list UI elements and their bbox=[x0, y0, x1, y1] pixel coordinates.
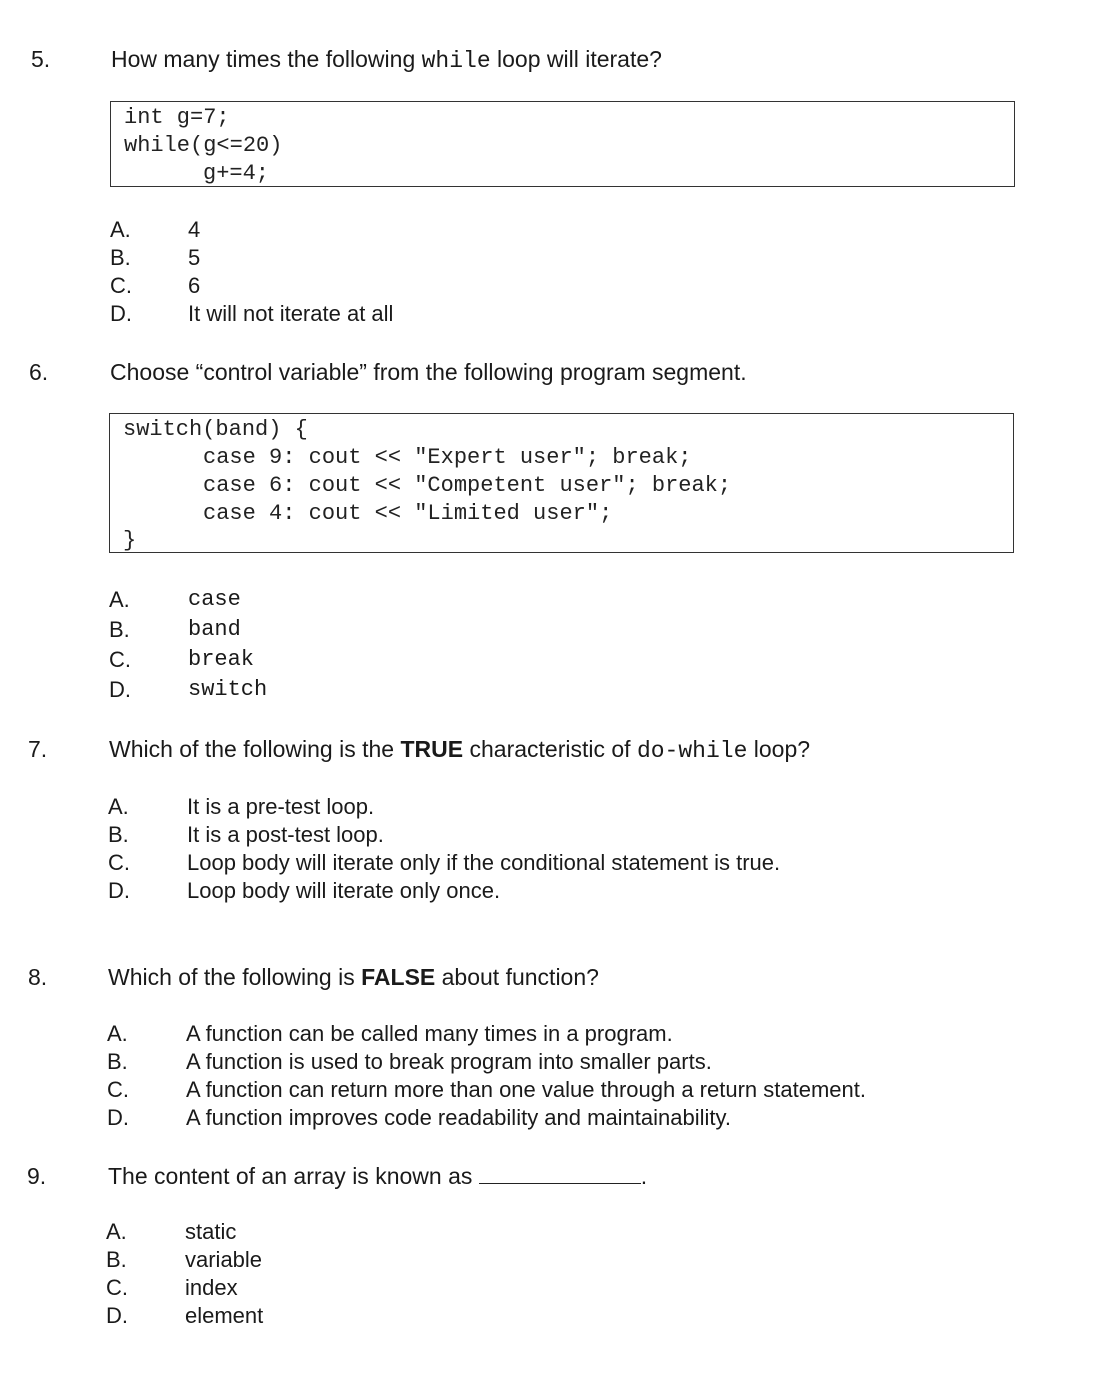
question-text-part: loop will iterate? bbox=[490, 46, 662, 72]
option-text: A function improves code readability and maintainability. bbox=[186, 1105, 732, 1130]
option-letter: C. bbox=[108, 850, 130, 875]
option-text: It will not iterate at all bbox=[188, 301, 394, 326]
question-text-part: The content of an array is known as bbox=[108, 1163, 479, 1189]
option-text: 4 bbox=[188, 217, 201, 242]
option-text: variable bbox=[185, 1247, 263, 1272]
option-text: break bbox=[188, 647, 255, 672]
question-number: 7. bbox=[28, 736, 48, 762]
inline-code: while bbox=[421, 48, 491, 74]
option-letter: B. bbox=[108, 822, 129, 847]
option-letter: A. bbox=[109, 587, 130, 612]
option-letter: A. bbox=[110, 217, 131, 242]
option-letter: C. bbox=[106, 1275, 128, 1300]
code-line: case 6: cout << "Competent user"; break; bbox=[203, 473, 732, 498]
option-letter: D. bbox=[108, 878, 130, 903]
question-number: 6. bbox=[29, 359, 49, 385]
option-letter: D. bbox=[110, 301, 132, 326]
option-letter: A. bbox=[107, 1021, 128, 1046]
question-text-part: about function? bbox=[435, 964, 599, 990]
code-box bbox=[109, 413, 1014, 553]
question-number: 9. bbox=[27, 1163, 47, 1189]
option-letter: A. bbox=[106, 1219, 127, 1244]
option-text: index bbox=[185, 1275, 238, 1300]
inline-code: do-while bbox=[636, 738, 748, 764]
code-line: } bbox=[123, 528, 137, 553]
option-text: static bbox=[185, 1219, 237, 1244]
code-line: case 4: cout << "Limited user"; bbox=[203, 501, 613, 526]
option-letter: B. bbox=[107, 1049, 128, 1074]
option-letter: D. bbox=[109, 677, 131, 702]
question-text bbox=[109, 736, 810, 764]
question-text-part: How many times the following bbox=[111, 46, 422, 72]
option-text: case bbox=[188, 587, 241, 612]
question-text-part: loop? bbox=[747, 736, 811, 762]
question-text-part: Which of the following is bbox=[108, 964, 362, 990]
emphasis-text: TRUE bbox=[400, 736, 464, 762]
option-letter: B. bbox=[110, 245, 131, 270]
question-number: 8. bbox=[28, 964, 48, 990]
question-text bbox=[108, 964, 599, 991]
option-letter: D. bbox=[107, 1105, 129, 1130]
option-text: band bbox=[188, 617, 241, 642]
option-text: switch bbox=[188, 677, 268, 702]
code-line: g+=4; bbox=[203, 161, 270, 186]
option-letter: B. bbox=[106, 1247, 127, 1272]
option-text: It is a post-test loop. bbox=[187, 822, 384, 847]
code-line: while(g<=20) bbox=[124, 133, 283, 158]
option-text: Loop body will iterate only once. bbox=[187, 878, 501, 903]
option-letter: A. bbox=[108, 794, 129, 819]
code-box bbox=[110, 101, 1015, 187]
option-letter: C. bbox=[109, 647, 131, 672]
question-text bbox=[108, 1163, 647, 1190]
question-text-part: Which of the following is the bbox=[109, 736, 401, 762]
question-text: Choose “control variable” from the following program segment. bbox=[110, 359, 747, 385]
option-text: It is a pre-test loop. bbox=[187, 794, 375, 819]
option-text: Loop body will iterate only if the conditional statement is true. bbox=[187, 850, 781, 875]
option-letter: C. bbox=[107, 1077, 129, 1102]
question-text-part: characteristic of bbox=[463, 736, 637, 762]
option-text: A function can be called many times in a program. bbox=[186, 1021, 673, 1046]
option-letter: C. bbox=[110, 273, 132, 298]
option-letter: D. bbox=[106, 1303, 128, 1328]
question-number: 5. bbox=[31, 46, 51, 72]
option-text: 6 bbox=[188, 273, 201, 298]
code-line: int g=7; bbox=[124, 105, 230, 130]
option-text: 5 bbox=[188, 245, 201, 270]
code-line: switch(band) { bbox=[123, 417, 308, 442]
question-text bbox=[111, 46, 662, 74]
answer-blank bbox=[479, 1165, 641, 1184]
option-text: A function can return more than one value through a return statement. bbox=[186, 1077, 866, 1102]
option-letter: B. bbox=[109, 617, 130, 642]
code-line: case 9: cout << "Expert user"; break; bbox=[203, 445, 692, 470]
option-text: element bbox=[185, 1303, 264, 1328]
question-text-part: . bbox=[640, 1163, 648, 1189]
option-text: A function is used to break program into smaller parts. bbox=[186, 1049, 712, 1074]
emphasis-text: FALSE bbox=[361, 964, 436, 990]
